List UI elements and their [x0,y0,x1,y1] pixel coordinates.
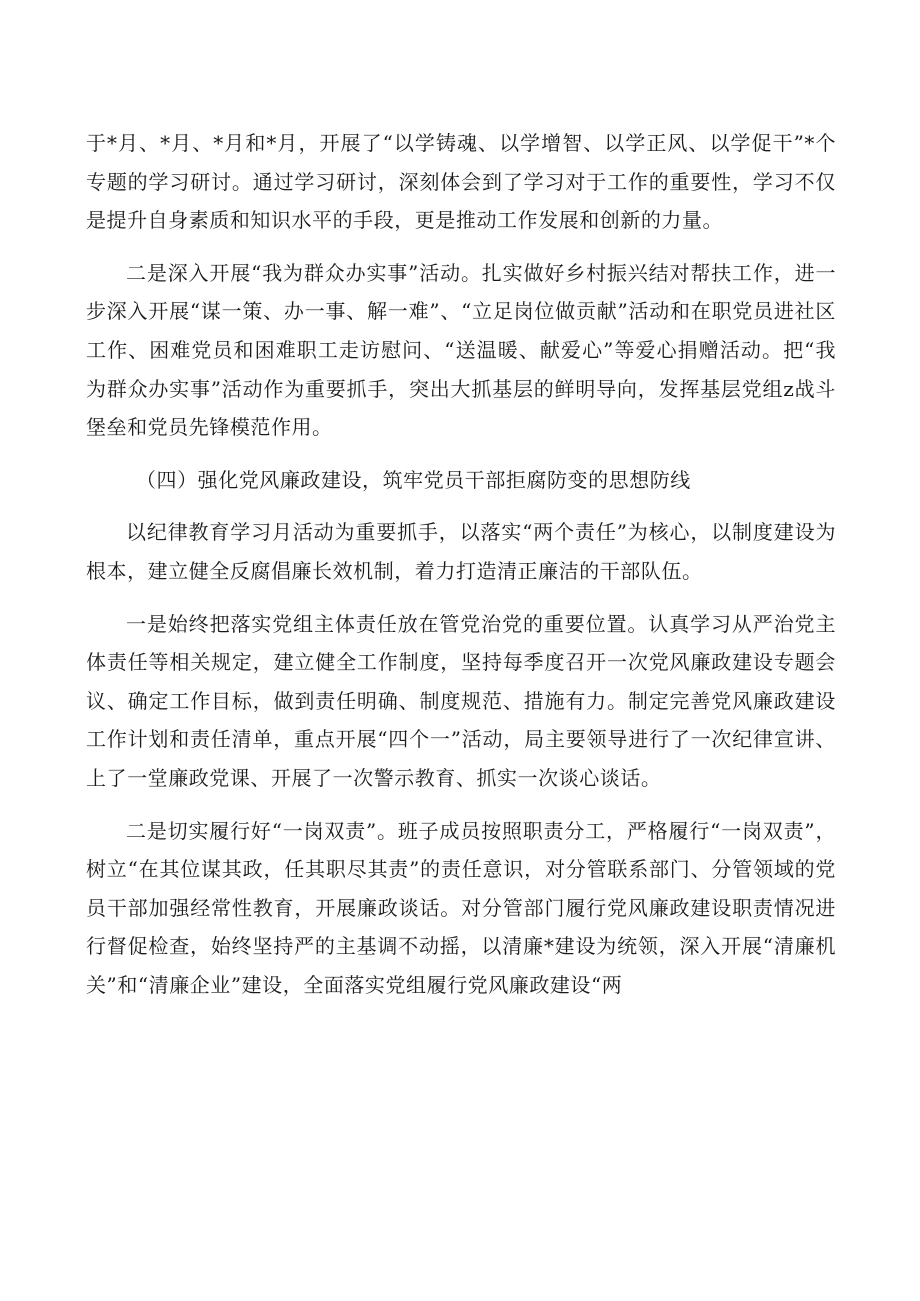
paragraph-one-post-two-duties: 二是切实履行好“一岗双责”。班子成员按照职责分工，严格履行“一岗双责”，树立“在其位谋其政，任其职尽其责”的责任意识，对分管联系部门、分管领域的党员干部加强经常性教育，开展廉政谈话。对分管部门履行党风廉政建设职责情况进行督促检查，始终坚持严的主基调不动摇，以清廉*建设为统领，深入开展“清廉机关”和“清廉企业”建设，全面落实党组履行党风廉政建设“两 [86,818,836,997]
paragraph-primary-responsibility: 一是始终把落实党组主体责任放在管党治党的重要位置。认真学习从严治党主体责任等相关规定，建立健全工作制度，坚持每季度召开一次党风廉政建设专题会议、确定工作目标，做到责任明确、制度规范、措施有力。制定完善党风廉政建设工作计划和责任清单，重点开展“四个一”活动，局主要领导进行了一次纪律宣讲、上了一堂廉政党课、开展了一次警示教育、抓实一次谈心谈话。 [86,611,836,790]
section-heading-integrity: （四）强化党风廉政建设，筑牢党员干部拒腐防变的思想防线 [136,467,691,492]
paragraph-serve-the-people: 二是深入开展“我为群众办实事”活动。扎实做好乡村振兴结对帮扶工作，进一步深入开展“谋一策、办一事、解一难”、“立足岗位做贡献”活动和在职党员进社区工作、困难党员和困难职工走访慰问、“送温暖、献爱心”等爱心捐赠活动。把“我为群众办实事”活动作为重要抓手，突出大抓基层的鲜明导向，发挥基层党组z战斗堡垒和党员先锋模范作用。 [86,260,836,440]
paragraph-study-seminars: 于*月、*月、*月和*月，开展了“以学铸魂、以学增智、以学正风、以学促干”*个专题的学习研讨。通过学习研讨，深刻体会到了学习对于工作的重要性，学习不仅是提升自身素质和知识水平的手段，更是推动工作发展和创新的力量。 [86,131,836,233]
document-body [86,124,836,1004]
paragraph-discipline-education: 以纪律教育学习月活动为重要抓手，以落实“两个责任”为核心，以制度建设为根本，建立健全反腐倡廉长效机制，着力打造清正廉洁的干部队伍。 [86,520,836,583]
